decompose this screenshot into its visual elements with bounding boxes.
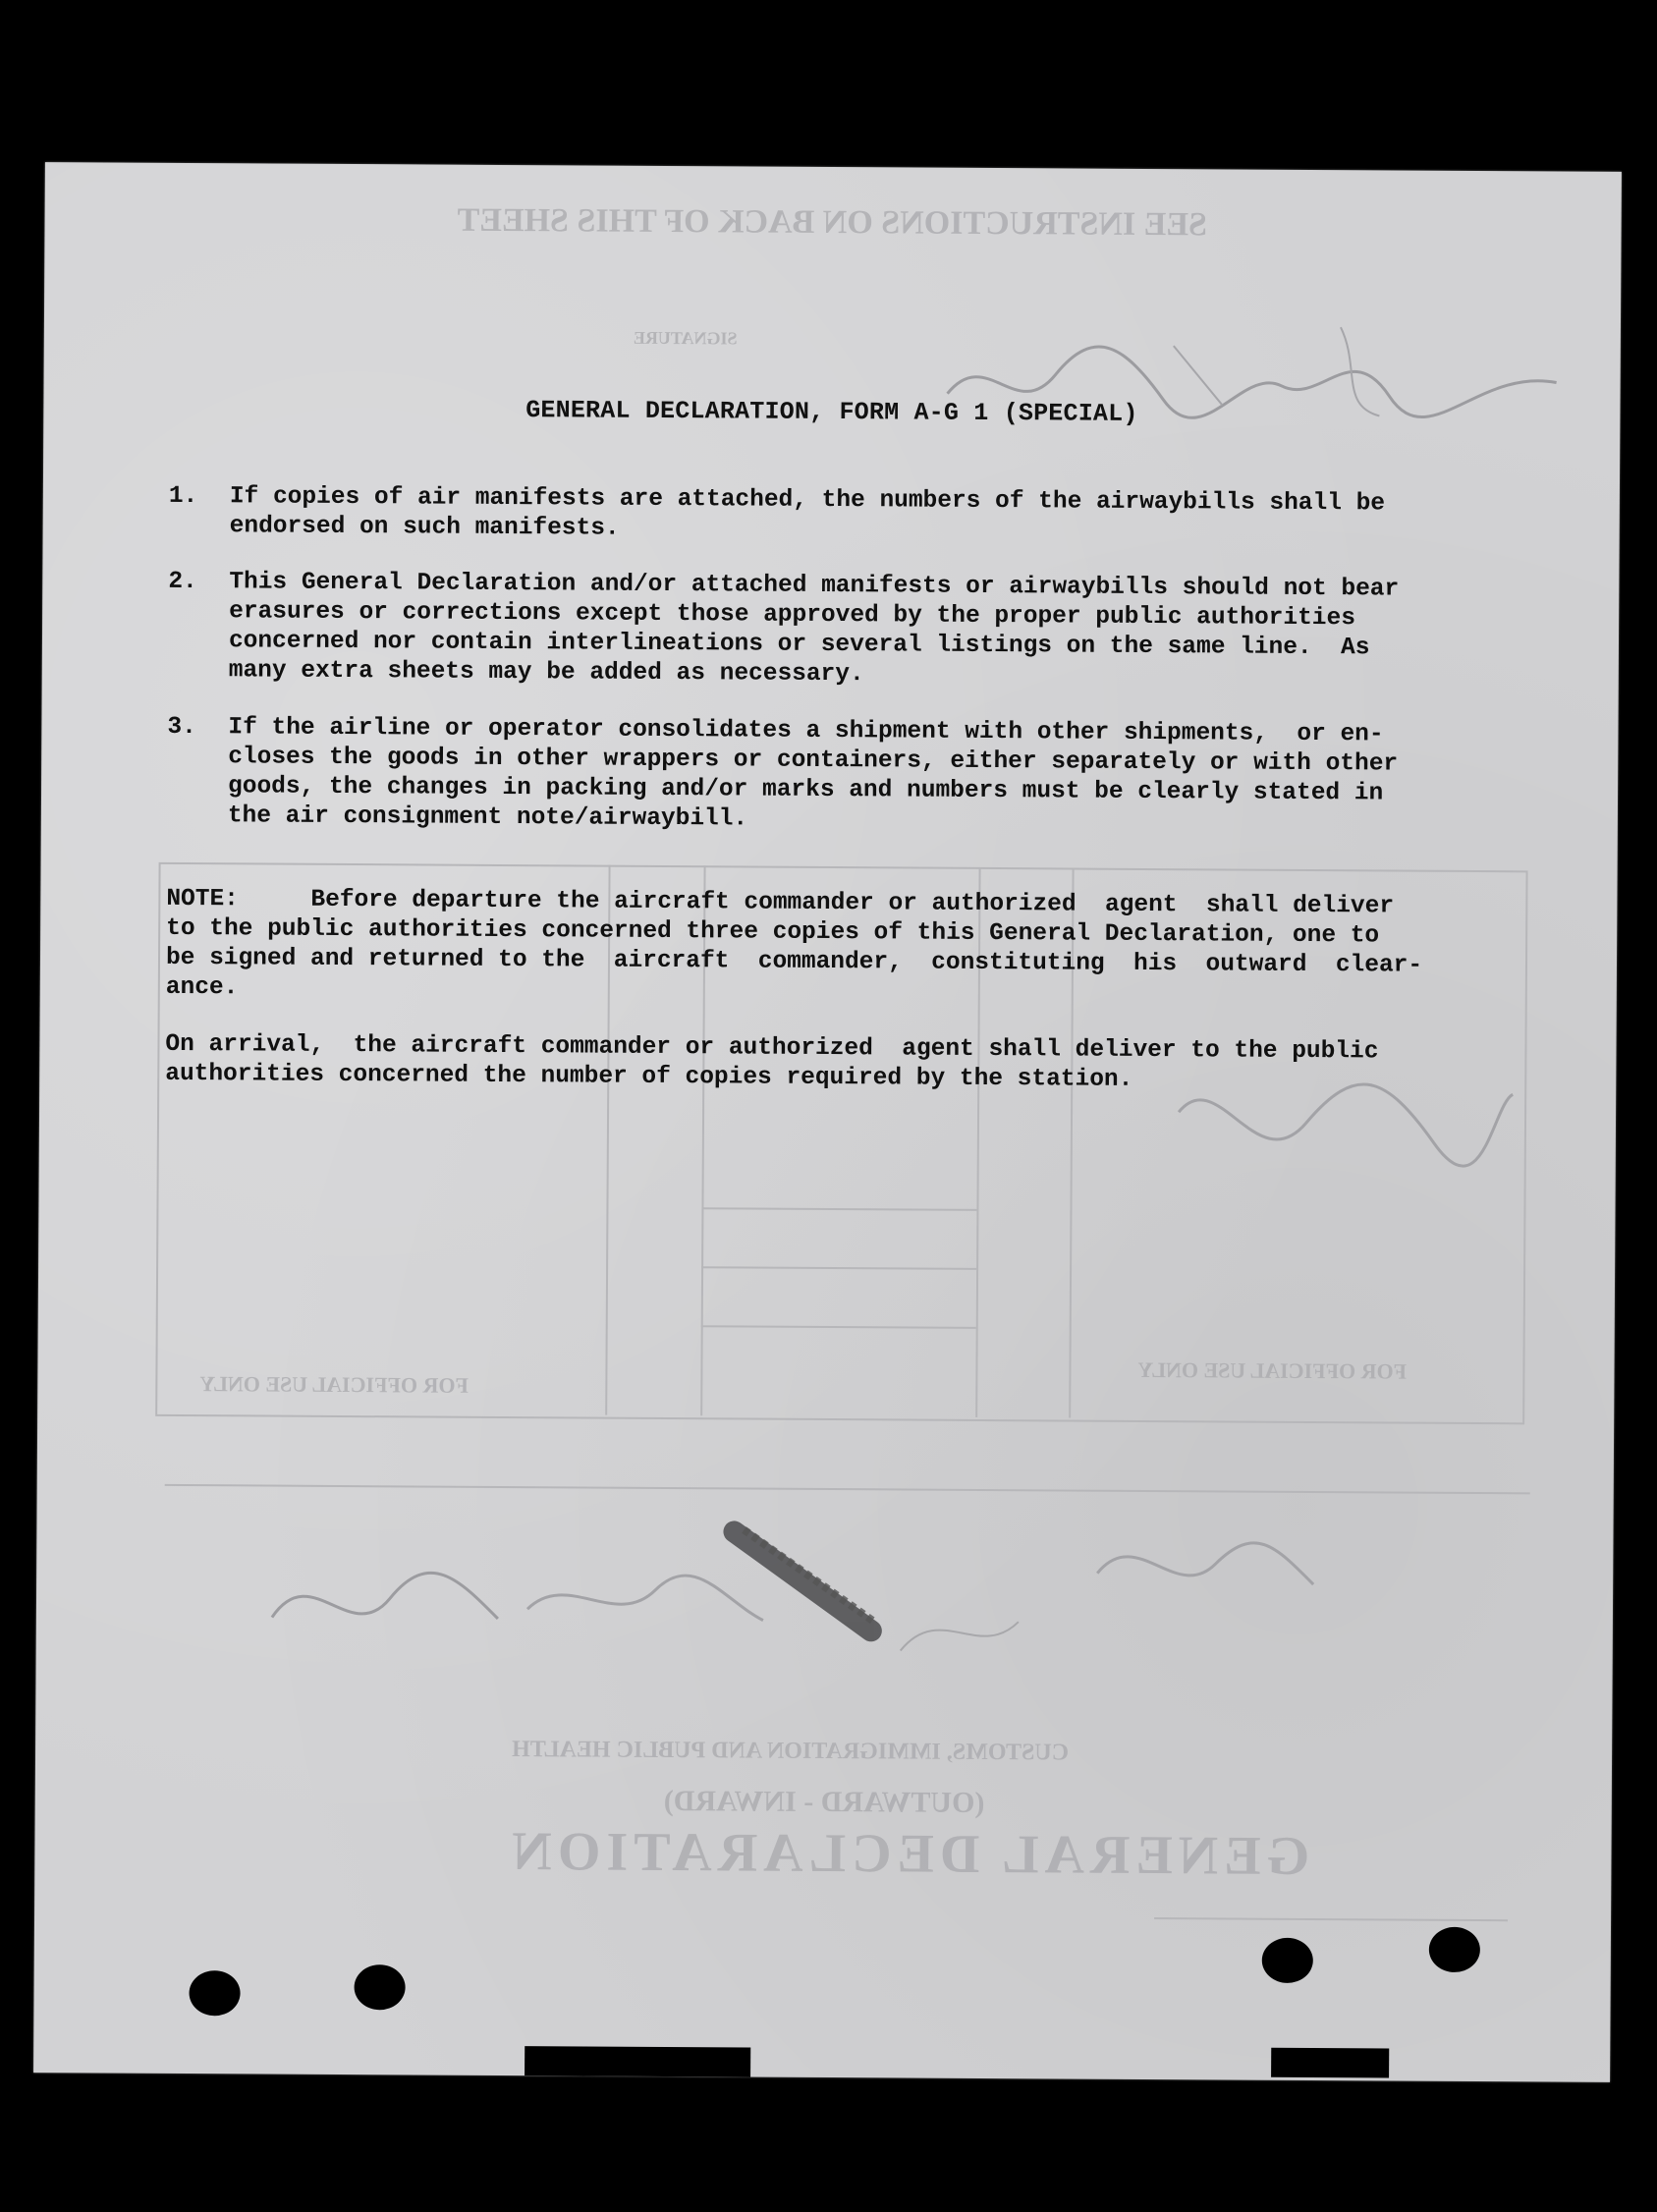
instruction-item — [167, 713, 1464, 839]
item-number: 1. — [168, 482, 198, 511]
item-text: If the airline or operator consolidates a shipment with other shipments, or en- closes the goods in other wrappers or containers, either separately or with other goods, the changes in packing and/or marks and numbers must be clearly stated in the air consignment note/airwaybill. — [227, 714, 1399, 833]
note-arrival: On arrival, the aircraft commander or authorized agent shall deliver to the public authorities concerned the number of copies required by the station. — [165, 1030, 1379, 1093]
punch-hole — [354, 1964, 405, 2010]
bleed-stamp-smudge — [704, 1512, 902, 1650]
bleed-form-rule — [1154, 1917, 1508, 1921]
instruction-item — [168, 568, 1465, 693]
bleed-official-use-right: FOR OFFICIAL USE ONLY — [1137, 1356, 1408, 1384]
bleed-customs-line: CUSTOMS, IMMIGRATION AND PUBLIC HEALTH — [512, 1737, 1070, 1766]
instruction-item — [169, 482, 1465, 549]
bleed-signature-label: SIGNATURE — [633, 327, 738, 349]
document-page — [33, 162, 1622, 2082]
bleed-instructions-line: SEE INSTRUCTIONS ON BACK OF THIS SHEET — [457, 201, 1208, 244]
item-number: 2. — [168, 568, 197, 596]
bleed-form-title: GENERAL DECLARATION — [506, 1821, 1310, 1888]
torn-edge — [525, 2046, 750, 2076]
torn-edge — [1271, 2048, 1389, 2078]
punch-hole — [1262, 1938, 1313, 1983]
bleed-official-use-left: FOR OFFICIAL USE ONLY — [199, 1371, 469, 1398]
bleed-form-rule — [165, 1484, 1530, 1494]
item-number: 3. — [167, 713, 196, 742]
note-departure: NOTE: Before departure the aircraft commander or authorized agent shall deliver to the public authorities concerned three copies of this General Declaration, one to be signed and returned to the aircraft commander, constituting his outward clear- ance. — [165, 885, 1423, 1002]
item-text: This General Declaration and/or attached manifests or airwaybills should not bear erasures or corrections except those approved by the proper public authorities concerned nor contain interlineations or several listings on the same line. As many extra sheets may be added as necessary. — [228, 569, 1400, 689]
bleed-direction-line: (OUTWARD - INWARD) — [663, 1784, 985, 1819]
punch-hole — [189, 1970, 240, 2016]
document-title: GENERAL DECLARATION, FORM A-G 1 (SPECIAL) — [525, 396, 1138, 428]
punch-hole — [1429, 1927, 1480, 1972]
item-text: If copies of air manifests are attached, the numbers of the airwaybills shall be endorsed on such manifests. — [229, 483, 1386, 542]
